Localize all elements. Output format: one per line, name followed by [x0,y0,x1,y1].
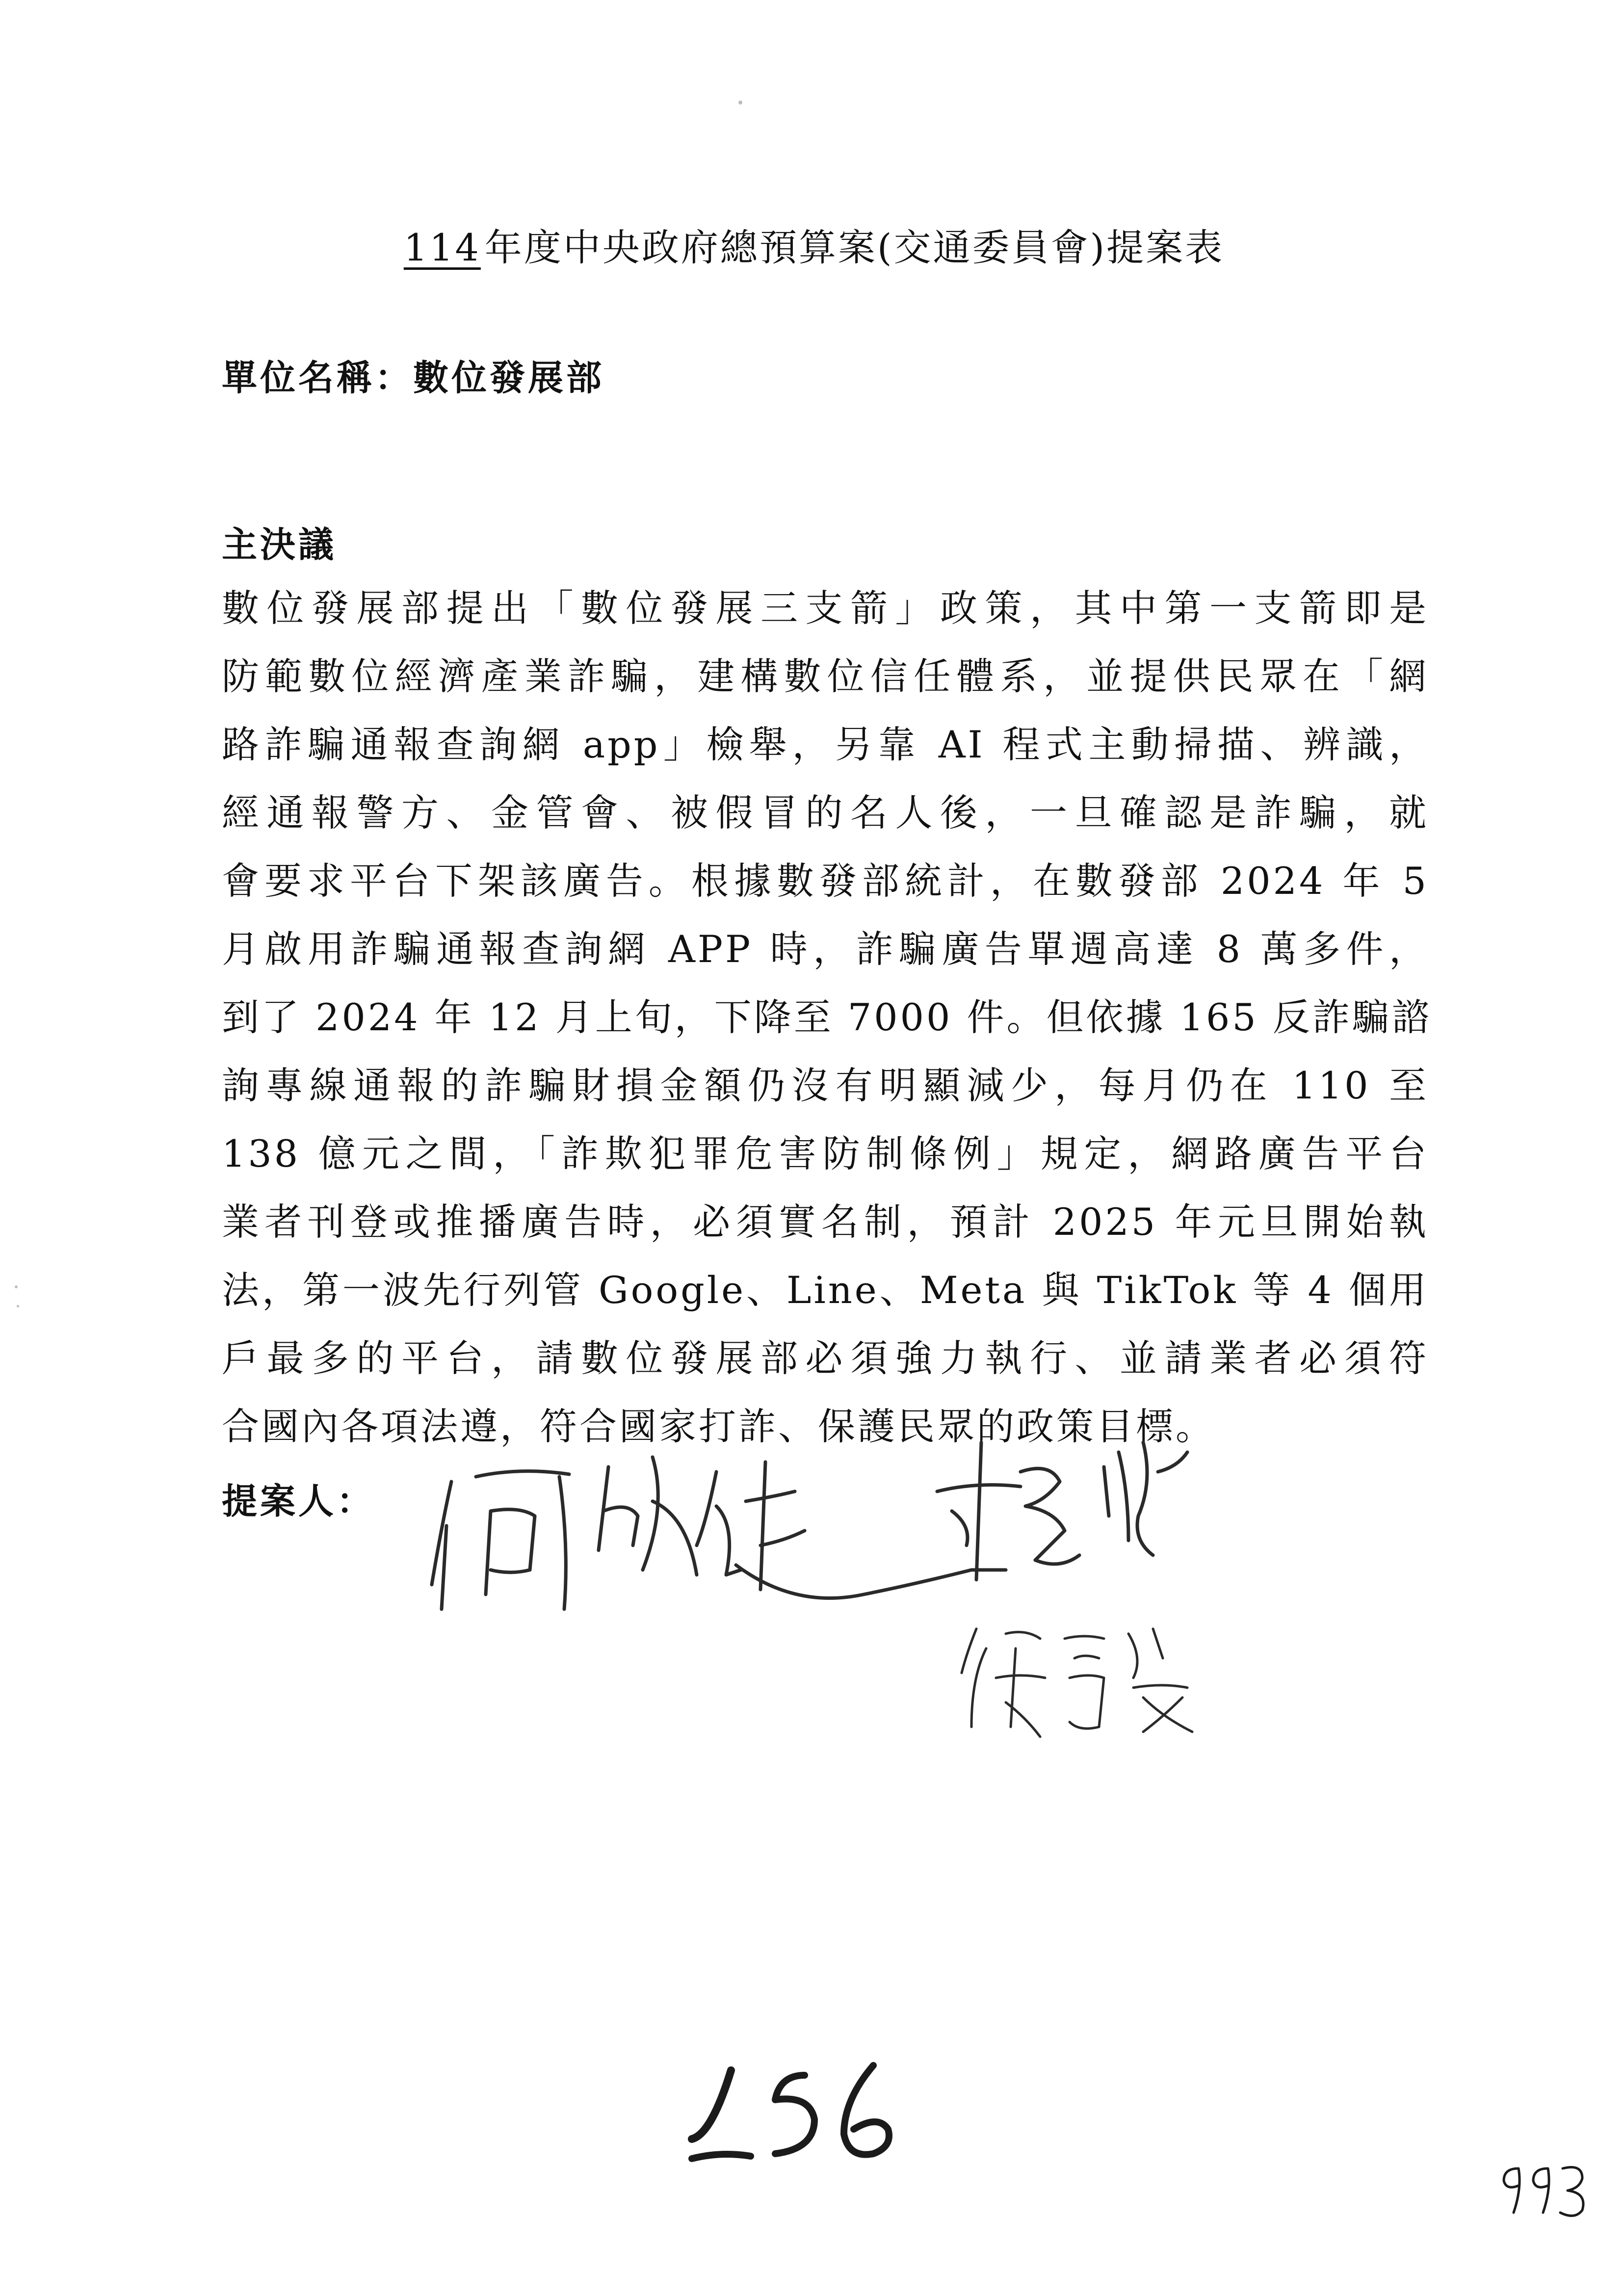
resolution-line: 戶最多的平台，請數位發展部必須強力執行、並請業者必須符 [222,1336,1429,1380]
handwritten-corner-number [1496,2149,1595,2227]
unit-label: 單位名稱： [222,357,414,398]
resolution-line: 業者刊登或推播廣告時，必須實名制，預計 2025 年元旦開始執 [222,1200,1429,1244]
scan-speck [15,1285,18,1288]
title-text: 年度中央政府總預算案(交通委員會)提案表 [484,226,1225,269]
document-title [0,223,1624,272]
title-year: 114 [403,226,481,269]
resolution-line: 到了 2024 年 12 月上旬，下降至 7000 件。但依據 165 反詐騙諮 [222,995,1432,1039]
unit-name [222,353,604,402]
resolution-line: 數位發展部提出「數位發展三支箭」政策，其中第一支箭即是 [222,586,1429,630]
resolution-line: 防範數位經濟產業詐騙，建構數位信任體系，並提供民眾在「網 [222,654,1429,698]
resolution-line: 經通報警方、金管會、被假冒的名人後，一旦確認是詐騙，就 [222,791,1429,835]
unit-value: 數位發展部 [413,357,605,398]
resolution-body [222,584,1432,1470]
resolution-line: 詢專線通報的詐騙財損金額仍沒有明顯減少，每月仍在 110 至 [222,1064,1429,1107]
resolution-line: 合國內各項法遵，符合國家打詐、保護民眾的政策目標。 [222,1405,1215,1448]
scan-speck [17,1305,19,1307]
resolution-line: 路詐騙通報查詢網 app」檢舉，另靠 AI 程式主動掃描、辨識， [222,723,1429,766]
signature-2 [922,1433,1197,1599]
signature-3 [957,1619,1212,1742]
handwritten-page-number [682,2051,937,2178]
resolution-line: 法，第一波先行列管 Google、Line、Meta 與 TikTok 等 4 個用 [222,1268,1429,1312]
resolution-line: 138 億元之間，「詐欺犯罪危害防制條例」規定，網路廣告平台 [222,1132,1429,1175]
resolution-line: 月啟用詐騙通報查詢網 APP 時，詐騙廣告單週高達 8 萬多件， [222,927,1429,971]
resolution-line: 會要求平台下架該廣告。根據數發部統計，在數發部 2024 年 5 [222,859,1429,903]
proposer-label: 提案人： [222,1480,375,1522]
resolution-heading: 主決議 [222,523,337,565]
scan-speck [738,101,742,104]
